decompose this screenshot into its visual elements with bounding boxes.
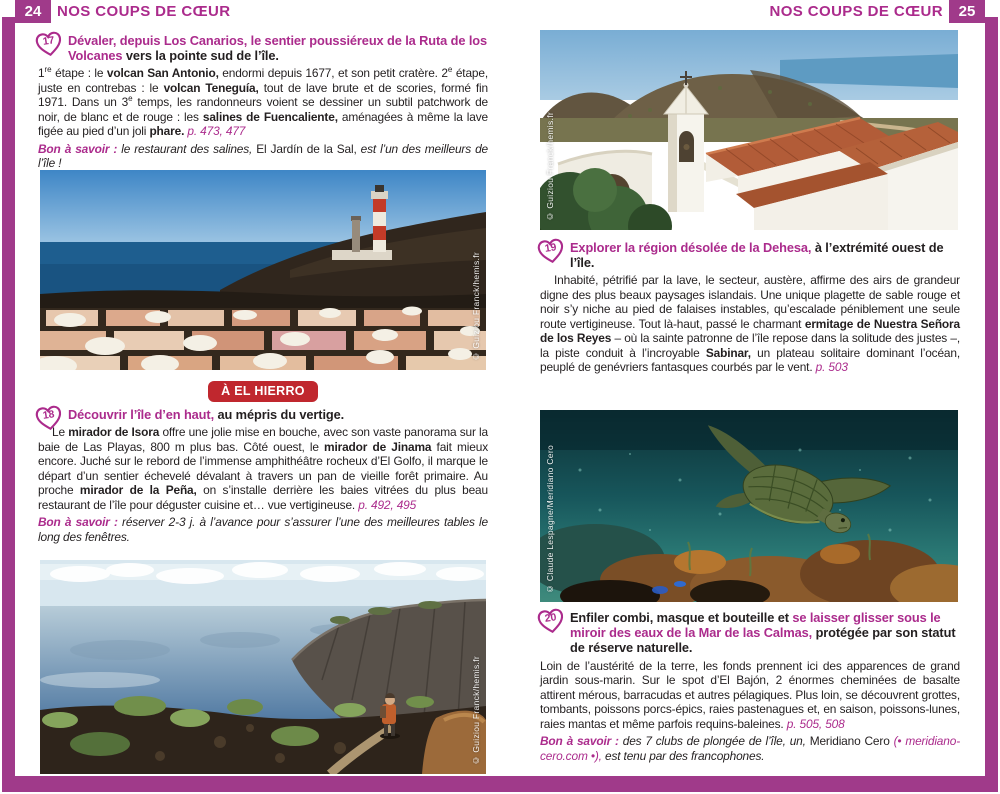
item-17-body — [38, 66, 488, 139]
text-segment: Découvrir l’île d’en haut, — [68, 407, 215, 422]
text-segment: mirador de Jinama — [324, 439, 432, 454]
page-number-left: 24 — [15, 0, 51, 23]
text-segment: e — [128, 94, 133, 104]
cliffs-photo-illustration — [40, 560, 486, 774]
photo-credit: © Claude Lespagne/Meridiano Cero — [545, 444, 555, 594]
text-segment: Inhabité, pétrifié par la lave, le secteur, austère, affirme des airs de grandeur digne des plus beaux paysages islandais. Une unique plagette de sable rouge et noir s’y niche au pied de falaises instables, qu’escalade péniblement une seule route vertigineuse. Tout là-haut, passé le charmant — [540, 273, 960, 331]
item-20-heading — [540, 610, 960, 656]
page-frame-right — [985, 17, 998, 792]
item-17-number: 17 — [41, 34, 56, 48]
text-segment: le restaurant des salines, — [117, 141, 253, 156]
text-segment: on s’installe derrière les baies vitrées du plus beau restaurant de l’île pour déguster cuisine et… vue vertigineuse. — [38, 483, 488, 512]
text-segment: étape : le — [51, 66, 107, 81]
text-segment: re — [44, 65, 52, 75]
text-segment: p. 505, 508 — [786, 716, 845, 731]
text-segment: étape, juste en contrebas : le — [38, 66, 488, 95]
text-segment: des 7 clubs de plongée de l’île, un, — [618, 734, 806, 749]
page-number-right: 25 — [949, 0, 985, 23]
text-segment: est tenu par des francophones. — [601, 748, 765, 763]
text-segment: offre une jolie mise en bouche, avec son vaste panorama sur la baie de Las Playas, 800 m plus bas. Côté ouest, le — [38, 425, 488, 454]
text-segment: Explorer la région désolée de la Dehesa, — [570, 240, 812, 255]
text-segment: volcan San Antonio, — [106, 66, 219, 81]
text-segment: Dévaler, depuis Los Canarios, le sentier poussiéreux de la Ruta de los Volcanes — [68, 33, 488, 64]
item-17-tip — [38, 142, 488, 171]
item-20-tip — [540, 734, 960, 763]
region-badge-el-hierro: À EL HIERRO — [208, 381, 318, 402]
text-segment: aménagées à même la lave figée au pied d’un joli — [38, 109, 488, 139]
text-segment: au mépris du vertige. — [214, 407, 345, 422]
turtle-photo-illustration — [540, 410, 958, 602]
text-segment: – où la sainte patronne de l’île repose dans la solitude des justes –, la piste conduit à l’incroyable — [540, 331, 960, 360]
text-segment: réserver 2-3 j. à l’avance pour s’assurer l’une des meilleures tables le long des fenêtres. — [38, 515, 488, 544]
chapel-photo-illustration — [540, 30, 958, 230]
heart-18-icon — [33, 403, 64, 433]
text-segment: temps, les randonneurs voient se dessiner un subtil patchwork de noir, de blanc et de rouge : les — [38, 95, 489, 124]
text-segment: Enfiler combi, masque et bouteille et — [570, 610, 793, 625]
running-header-left: NOS COUPS DE CŒUR — [57, 3, 231, 20]
el-golfo-cliffs-photo — [40, 560, 486, 774]
coup-de-coeur-19 — [540, 240, 960, 375]
photo-credit: © Guiziou Franck/hemis.fr — [471, 252, 481, 362]
coup-de-coeur-17 — [38, 33, 488, 171]
salines-photo-illustration — [40, 170, 486, 370]
heart-17-icon — [33, 29, 64, 59]
text-segment: volcan Teneguía, — [163, 80, 259, 95]
text-segment: p. 473, 477 — [187, 124, 246, 139]
text-segment: fait mieux encore. Juché sur le rebord de l’immense amphithéâtre rocheux d’El Golfo, il marque le départ d’un sentier échevelé dévalant à travers un pan de vieille forêt primaire. Au proche — [38, 439, 489, 498]
text-segment: ermitage de Nuestra Señora de los Reyes — [540, 316, 960, 346]
item-19-number: 19 — [543, 241, 558, 255]
item-20-body — [540, 659, 960, 732]
text-segment: vers la pointe sud de l’île. — [122, 48, 279, 64]
item-19-body — [540, 273, 960, 375]
text-segment: (• meridiano-cero.com •), — [540, 734, 961, 763]
text-segment: phare. — [149, 124, 185, 139]
item-18-body — [38, 425, 488, 512]
text-segment: est l’un des meilleurs de l’île ! — [38, 141, 488, 171]
text-segment: p. 503 — [815, 360, 848, 375]
text-segment: protégée par son statut de réserve naturelle. — [570, 625, 956, 656]
text-segment: se laisser glisser sous le miroir des eaux de la Mar de las Calmas, — [570, 610, 941, 641]
photo-credit: © Guiziou Franck/hemis.fr — [545, 112, 555, 222]
text-segment: Bon à savoir : — [540, 734, 619, 749]
coup-de-coeur-18 — [38, 407, 488, 544]
photo-credit: © Guiziou Franck/hemis.fr — [471, 656, 481, 766]
item-19-heading — [540, 240, 960, 270]
sea-turtle-photo — [540, 410, 958, 602]
text-segment: endormi depuis 1677, et son petit cratère. 2 — [218, 66, 448, 81]
text-segment: Bon à savoir : — [38, 141, 118, 156]
ermitage-nuestra-senora-photo — [540, 30, 958, 230]
text-segment: Loin de l’austérité de la terre, les fonds prennent ici des apparences de grand jardin sous-marin. Sur le spot d’El Bajón, 2 énormes cheminées de basalte attirent mérous, barracudas et autres pélagiques. Plus loin, se découvrent grottes, tombants, poissons porcs-épics, raies pastenagues et, en saison, poissons-lunes, raies mantas et même parfois requins-baleines. — [540, 658, 960, 731]
text-segment: Bon à savoir : — [38, 515, 118, 530]
page-24 — [38, 0, 488, 794]
item-18-number: 18 — [41, 408, 56, 422]
page-25 — [540, 0, 960, 794]
text-segment: mirador de la Peña, — [79, 483, 197, 498]
item-18-tip — [38, 515, 488, 544]
text-segment: Sabinar, — [705, 345, 751, 360]
text-segment: El Jardín de la Sal, — [252, 141, 361, 156]
text-segment: à l’extrémité ouest de l’île. — [570, 240, 944, 271]
text-segment: salines de Fuencaliente, — [202, 109, 338, 124]
region-badge-row — [38, 381, 488, 402]
text-segment: Meridiano Cero — [805, 734, 894, 749]
heart-19-icon — [535, 236, 566, 266]
item-20-number: 20 — [543, 611, 558, 625]
text-segment: 1 — [38, 66, 45, 81]
text-segment: mirador de Isora — [68, 425, 160, 440]
item-18-heading — [38, 407, 488, 422]
heart-20-icon — [535, 606, 566, 636]
salines-fuencaliente-photo — [40, 170, 486, 370]
text-segment: p. 492, 495 — [358, 497, 417, 512]
running-header-right: NOS COUPS DE CŒUR — [769, 3, 943, 20]
text-segment: tout de lave brute et de scories, formé fin 1971. Dans un 3 — [38, 80, 489, 110]
coup-de-coeur-20 — [540, 610, 960, 763]
item-17-heading — [38, 33, 488, 63]
text-segment: Le — [52, 425, 69, 440]
page-frame-left — [2, 17, 15, 792]
text-segment: e — [447, 65, 453, 75]
text-segment: un plateau solitaire dominant l’océan, peuplé de genévriers fantasques courbés par le vent. — [540, 345, 960, 375]
